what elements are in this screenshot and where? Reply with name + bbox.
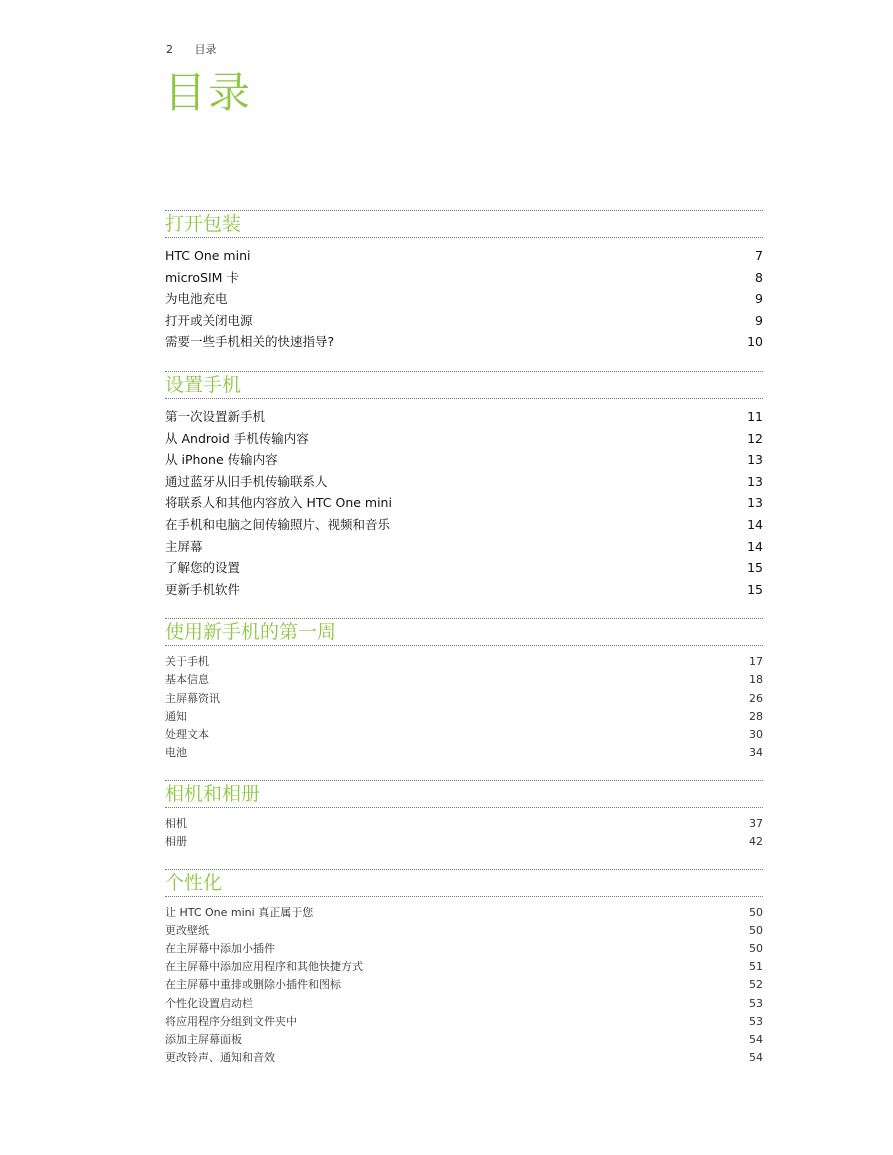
entry-page: 26	[749, 691, 763, 705]
toc-entry[interactable]	[165, 922, 763, 940]
toc-entry[interactable]	[165, 653, 763, 671]
entry-label: 基本信息	[165, 673, 209, 687]
entry-label: 相册	[165, 834, 187, 848]
toc-entry[interactable]	[165, 1013, 763, 1031]
page-title: 目录	[164, 68, 253, 117]
entry-label: 第一次设置新手机	[165, 408, 266, 424]
toc-section	[165, 371, 763, 600]
entry-label: 在手机和电脑之间传输照片、视频和音乐	[165, 516, 391, 532]
section-title[interactable]: 相机和相册	[165, 780, 763, 808]
toc-entry[interactable]	[165, 995, 763, 1013]
toc-section	[165, 869, 763, 1067]
entry-page: 14	[747, 538, 763, 554]
entry-page: 18	[749, 673, 763, 687]
entry-page: 14	[747, 516, 763, 532]
entry-page: 15	[747, 581, 763, 597]
toc-entry[interactable]	[165, 904, 763, 922]
page-number: 2	[166, 43, 173, 56]
entry-page: 50	[749, 924, 763, 938]
entry-label: 将应用程序分组到文件夹中	[165, 1014, 297, 1028]
entry-label: 添加主屏幕面板	[165, 1032, 242, 1046]
section-title[interactable]: 使用新手机的第一周	[165, 618, 763, 646]
entry-page: 13	[747, 473, 763, 489]
toc-entry[interactable]	[165, 690, 763, 708]
entry-label: 从 iPhone 传输内容	[165, 452, 278, 468]
entry-page: 30	[749, 727, 763, 741]
running-header	[166, 41, 217, 57]
toc-entry[interactable]	[165, 579, 763, 601]
entry-label: 将联系人和其他内容放入 HTC One mini	[165, 495, 392, 511]
entry-label: 打开或关闭电源	[165, 312, 253, 328]
entry-label: 关于手机	[165, 655, 209, 669]
entry-label: 电池	[165, 745, 187, 759]
entry-page: 52	[749, 978, 763, 992]
entry-label: 处理文本	[165, 727, 209, 741]
entry-page: 53	[749, 996, 763, 1010]
entry-page: 10	[747, 334, 763, 350]
toc-entry[interactable]	[165, 940, 763, 958]
entry-label: 相机	[165, 816, 187, 830]
entry-label: microSIM 卡	[165, 269, 239, 285]
entry-page: 12	[747, 430, 763, 446]
entry-label: 主屏幕资讯	[165, 691, 220, 705]
table-of-contents	[165, 210, 763, 1085]
entry-page: 34	[749, 745, 763, 759]
entry-label: 通过蓝牙从旧手机传输联系人	[165, 473, 328, 489]
entry-page: 37	[749, 816, 763, 830]
entry-page: 53	[749, 1014, 763, 1028]
entry-page: 50	[749, 906, 763, 920]
toc-entry[interactable]	[165, 492, 763, 514]
entry-label: 需要一些手机相关的快速指导?	[165, 334, 335, 350]
entry-page: 50	[749, 942, 763, 956]
toc-entry[interactable]	[165, 815, 763, 833]
section-title[interactable]: 个性化	[165, 869, 763, 897]
toc-entry[interactable]	[165, 958, 763, 976]
entry-page: 9	[755, 312, 763, 328]
toc-entry[interactable]	[165, 708, 763, 726]
entry-label: 更新手机软件	[165, 581, 241, 597]
entry-label: 更改壁纸	[165, 924, 209, 938]
toc-entry[interactable]	[165, 726, 763, 744]
toc-entry[interactable]	[165, 833, 763, 851]
toc-entry[interactable]	[165, 557, 763, 579]
toc-entry[interactable]	[165, 449, 763, 471]
entry-label: 为电池充电	[165, 291, 228, 307]
toc-entry[interactable]	[165, 288, 763, 310]
entry-label: 了解您的设置	[165, 560, 241, 576]
toc-entry[interactable]	[165, 744, 763, 762]
toc-entry[interactable]	[165, 310, 763, 332]
toc-entry[interactable]	[165, 514, 763, 536]
section-title[interactable]: 设置手机	[165, 371, 763, 399]
entry-page: 51	[749, 960, 763, 974]
entry-page: 54	[749, 1032, 763, 1046]
toc-entry[interactable]	[165, 245, 763, 267]
entry-page: 13	[747, 495, 763, 511]
toc-section	[165, 210, 763, 353]
entry-label: 通知	[165, 709, 187, 723]
entry-page: 28	[749, 709, 763, 723]
entry-page: 54	[749, 1050, 763, 1064]
toc-entry[interactable]	[165, 406, 763, 428]
entry-page: 13	[747, 452, 763, 468]
toc-entry[interactable]	[165, 267, 763, 289]
entry-label: HTC One mini	[165, 248, 251, 263]
toc-entry[interactable]	[165, 1031, 763, 1049]
toc-entry[interactable]	[165, 428, 763, 450]
entry-label: 更改铃声、通知和音效	[165, 1050, 275, 1064]
entry-page: 17	[749, 655, 763, 669]
section-title[interactable]: 打开包装	[165, 210, 763, 238]
toc-section	[165, 618, 763, 762]
entry-label: 在主屏幕中重排或删除小插件和图标	[165, 978, 341, 992]
toc-entry[interactable]	[165, 536, 763, 558]
toc-entry[interactable]	[165, 331, 763, 353]
entry-page: 8	[755, 269, 763, 285]
toc-entry[interactable]	[165, 671, 763, 689]
toc-entry[interactable]	[165, 471, 763, 493]
running-header-label: 目录	[194, 43, 217, 56]
entry-label: 让 HTC One mini 真正属于您	[165, 906, 314, 920]
entry-label: 从 Android 手机传输内容	[165, 430, 309, 446]
entry-label: 在主屏幕中添加应用程序和其他快捷方式	[165, 960, 363, 974]
entry-label: 在主屏幕中添加小插件	[165, 942, 275, 956]
entry-page: 42	[749, 834, 763, 848]
entry-page: 9	[755, 291, 763, 307]
toc-entry[interactable]	[165, 976, 763, 994]
toc-section	[165, 780, 763, 851]
entry-label: 主屏幕	[165, 538, 203, 554]
entry-label: 个性化设置启动栏	[165, 996, 253, 1010]
entry-page: 11	[747, 408, 763, 424]
toc-entry[interactable]	[165, 1049, 763, 1067]
entry-page: 7	[755, 248, 763, 263]
entry-page: 15	[747, 560, 763, 576]
